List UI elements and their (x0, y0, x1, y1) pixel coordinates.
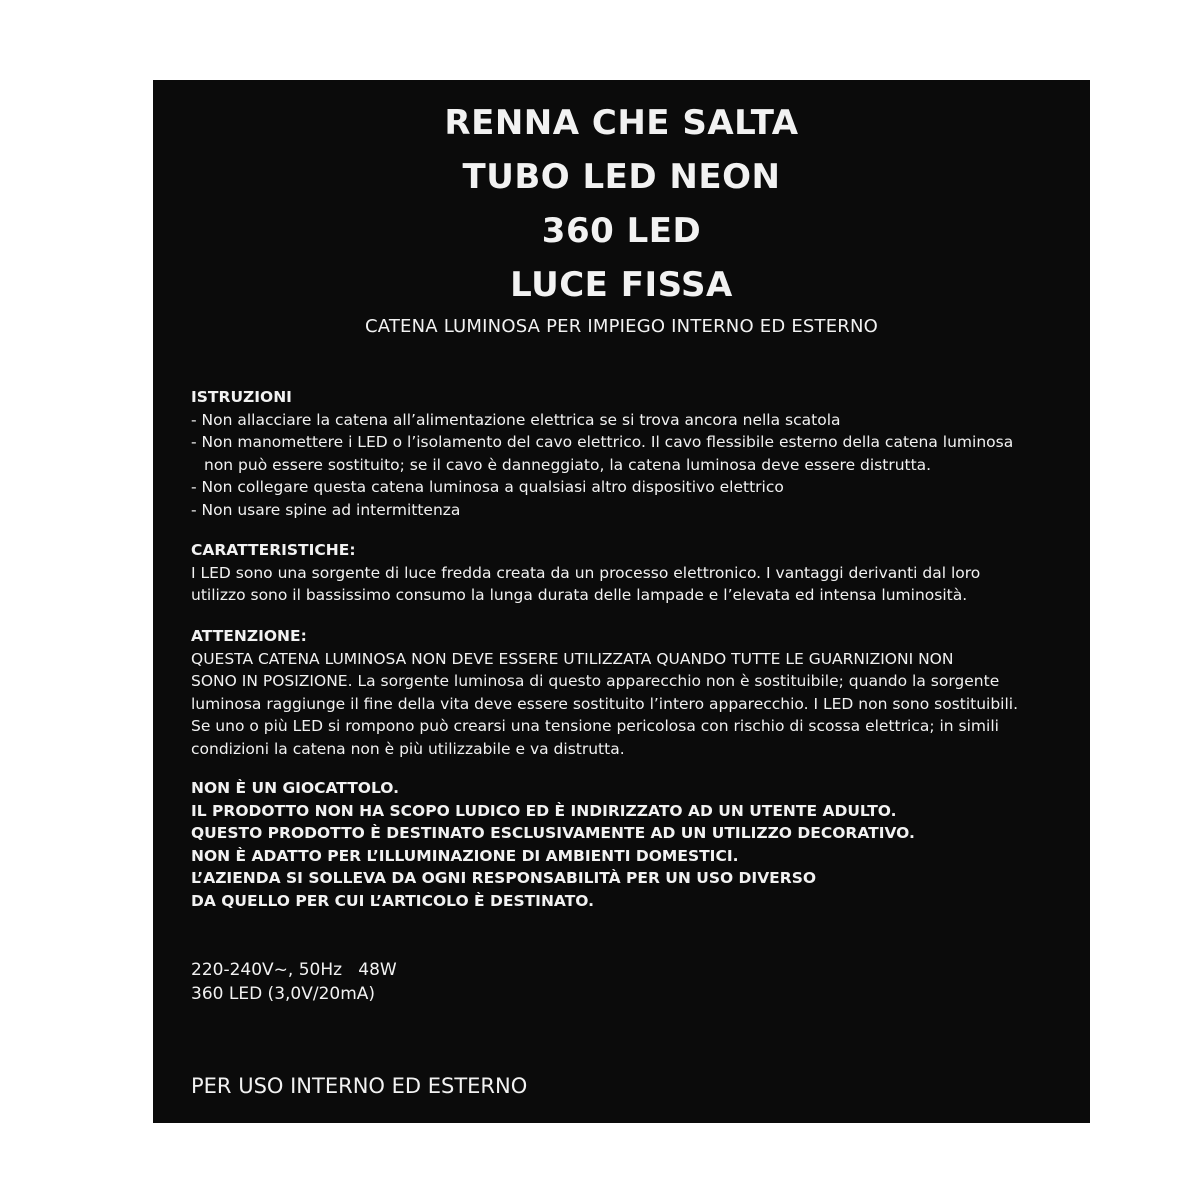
product-headline (153, 96, 1090, 312)
attenzione-line: SONO IN POSIZIONE. La sorgente luminosa di questo apparecchio non è sostituibile; quando la sorgente (191, 672, 1000, 690)
section-istruzioni (191, 386, 1060, 521)
caratteristiche-line: I LED sono una sorgente di luce fredda creata da un processo elettronico. I vantaggi derivanti dal loro (191, 563, 981, 582)
headline-line-4: LUCE FISSA (510, 265, 733, 305)
istruzioni-line: - Non collegare questa catena luminosa a qualsiasi altro dispositivo elettrico (191, 478, 784, 496)
attenzione-heading: ATTENZIONE: (191, 627, 307, 645)
caratteristiche-line: utilizzo sono il bassissimo consumo la lunga durata delle lampade e l’elevata ed intensa luminosità. (191, 586, 968, 604)
spec-voltage: 220-240V~, 50Hz 48W (191, 960, 397, 980)
istruzioni-line: - Non allacciare la catena all’alimentazione elettrica se si trova ancora nella scatola (191, 410, 841, 429)
warning-line: L’AZIENDA SI SOLLEVA DA OGNI RESPONSABILITÀ PER UN USO DIVERSO (191, 869, 817, 887)
warning-line: QUESTO PRODOTTO È DESTINATO ESCLUSIVAMENTE AD UN UTILIZZO DECORATIVO. (191, 824, 915, 842)
istruzioni-heading: ISTRUZIONI (191, 388, 292, 406)
product-subtitle: CATENA LUMINOSA PER IMPIEGO INTERNO ED ESTERNO (364, 316, 879, 337)
warning-line: NON È ADATTO PER L’ILLUMINAZIONE DI AMBIENTI DOMESTICI. (191, 846, 739, 865)
istruzioni-line: - Non usare spine ad intermittenza (191, 500, 461, 519)
warning-line: DA QUELLO PER CUI L’ARTICOLO È DESTINATO. (191, 891, 595, 910)
attenzione-line: luminosa raggiunge il fine della vita deve essere sostituito l’intero apparecchio. I LED non sono sostituibili. (191, 694, 1019, 713)
section-caratteristiche (191, 539, 1060, 607)
istruzioni-line: - Non manomettere i LED o l’isolamento del cavo elettrico. Il cavo flessibile esterno della catena luminosa (191, 433, 1014, 451)
istruzioni-line: non può essere sostituito; se il cavo è danneggiato, la catena luminosa deve essere distrutta. (204, 455, 932, 474)
attenzione-line: condizioni la catena non è più utilizzabile e va distrutta. (191, 739, 625, 758)
section-warnings (191, 777, 1060, 912)
warning-line: NON È UN GIOCATTOLO. (191, 779, 400, 797)
warning-line: IL PRODOTTO NON HA SCOPO LUDICO ED È INDIRIZZATO AD UN UTENTE ADULTO. (191, 801, 897, 820)
headline-line-1: RENNA CHE SALTA (444, 103, 799, 143)
section-attenzione (191, 625, 1060, 760)
electrical-specs (191, 958, 397, 1006)
headline-line-2: TUBO LED NEON (462, 157, 781, 197)
attenzione-line: QUESTA CATENA LUMINOSA NON DEVE ESSERE UTILIZZATA QUANDO TUTTE LE GUARNIZIONI NON (191, 649, 954, 668)
attenzione-line: Se uno o più LED si rompono può crearsi una tensione pericolosa con rischio di scossa elettrica; in simili (191, 717, 999, 735)
caratteristiche-heading: CARATTERISTICHE: (191, 541, 356, 559)
product-label-panel (153, 80, 1090, 1123)
usage-footer: PER USO INTERNO ED ESTERNO (191, 1074, 528, 1098)
headline-line-3: 360 LED (541, 211, 702, 251)
spec-led: 360 LED (3,0V/20mA) (191, 984, 376, 1004)
